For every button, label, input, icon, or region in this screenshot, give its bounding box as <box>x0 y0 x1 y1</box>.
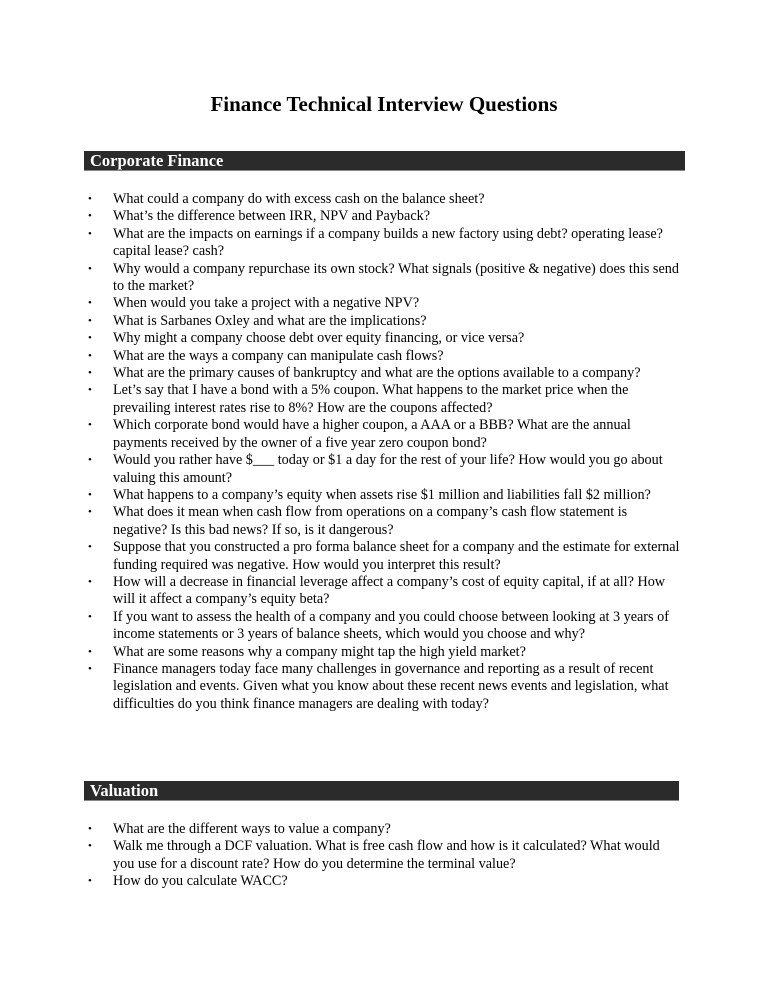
list-item <box>84 417 684 452</box>
list-item <box>84 365 684 382</box>
question-text: What are the primary causes of bankruptcy and what are the options available to a company? <box>113 365 641 382</box>
bullet-icon: • <box>88 645 92 658</box>
bullet-icon: • <box>88 454 92 467</box>
list-item <box>84 504 684 539</box>
bullet-icon: • <box>88 610 92 623</box>
list-item <box>84 261 684 296</box>
question-text: Which corporate bond would have a higher coupon, a AAA or a BBB? What are the annual payments received by the owner of a five year zero coupon bond? <box>113 417 631 451</box>
question-text: What are some reasons why a company might tap the high yield market? <box>113 643 526 660</box>
list-item <box>84 226 684 261</box>
list-item <box>84 348 684 365</box>
question-text: How do you calculate WACC? <box>113 873 288 890</box>
question-text: What’s the difference between IRR, NPV and Payback? <box>113 208 431 225</box>
question-text: What is Sarbanes Oxley and what are the implications? <box>113 312 427 329</box>
bullet-icon: • <box>88 297 92 310</box>
question-text: Would you rather have $___ today or $1 a day for the rest of your life? How would you go about valuing this amount? <box>113 452 663 486</box>
bullet-icon: • <box>88 314 92 327</box>
question-text: Walk me through a DCF valuation. What is free cash flow and how is it calculated? What would you use for a discount rate? How do you determine the terminal value? <box>113 838 660 872</box>
question-text: Let’s say that I have a bond with a 5% coupon. What happens to the market price when the prevailing interest rates rise to 8%? How are the coupons affected? <box>113 382 629 416</box>
section-heading-valuation: Valuation <box>84 781 679 801</box>
list-item <box>84 295 684 312</box>
bullet-icon: • <box>88 227 92 240</box>
list-item <box>84 661 684 713</box>
question-text: Why would a company repurchase its own stock? What signals (positive & negative) does this send to the market? <box>113 260 679 295</box>
bullet-icon: • <box>88 488 92 501</box>
bullet-icon: • <box>88 541 92 554</box>
list-item <box>84 487 684 504</box>
bullet-icon: • <box>88 506 92 519</box>
list-item <box>84 539 684 574</box>
question-text: What are the impacts on earnings if a company builds a new factory using debt? operating lease? capital lease? cash? <box>113 225 663 260</box>
list-item <box>84 821 684 838</box>
bullet-icon: • <box>88 575 92 588</box>
bullet-icon: • <box>88 840 92 853</box>
page-title: Finance Technical Interview Questions <box>210 92 558 116</box>
bullet-icon: • <box>88 332 92 345</box>
question-text: What are the ways a company can manipulate cash flows? <box>113 347 444 364</box>
question-list-corporate-finance <box>84 191 684 713</box>
list-item <box>84 574 684 609</box>
section-heading-corporate-finance: Corporate Finance <box>84 151 685 171</box>
question-text: Why might a company choose debt over equity financing, or vice versa? <box>113 330 525 347</box>
list-item <box>84 382 684 417</box>
bullet-icon: • <box>88 662 92 675</box>
question-list-valuation <box>84 821 684 891</box>
question-text: What does it mean when cash flow from operations on a company’s cash flow statement is negative? Is this bad news? If so, is it dangerous? <box>113 504 628 538</box>
list-item <box>84 873 684 890</box>
bullet-icon: • <box>88 367 92 380</box>
list-item <box>84 452 684 487</box>
list-item <box>84 330 684 347</box>
question-text: When would you take a project with a negative NPV? <box>113 295 420 312</box>
question-text: What could a company do with excess cash on the balance sheet? <box>113 191 485 207</box>
list-item <box>84 838 684 873</box>
question-text: What are the different ways to value a company? <box>113 821 391 837</box>
question-text: If you want to assess the health of a company and you could choose between looking at 3 years of income statements or 3 years of balance sheets, which would you choose and why? <box>113 608 669 643</box>
bullet-icon: • <box>88 875 92 888</box>
question-text: Finance managers today face many challenges in governance and reporting as a result of recent legislation and events. Given what you know about these recent news events and legislation, what difficulties do you think finance managers are dealing with today? <box>113 660 669 712</box>
bullet-icon: • <box>88 210 92 223</box>
list-item <box>84 609 684 644</box>
question-text: What happens to a company’s equity when assets rise $1 million and liabilities fall $2 million? <box>113 486 651 503</box>
bullet-icon: • <box>88 823 92 835</box>
bullet-icon: • <box>88 193 92 205</box>
list-item <box>84 644 684 661</box>
question-text: How will a decrease in financial leverage affect a company’s cost of equity capital, if at all? How will it affect a company’s equity beta? <box>113 573 666 608</box>
question-text: Suppose that you constructed a pro forma balance sheet for a company and the estimate for external funding required was negative. How would you interpret this result? <box>113 539 680 573</box>
bullet-icon: • <box>88 349 92 362</box>
list-item <box>84 191 684 208</box>
bullet-icon: • <box>88 262 92 275</box>
list-item <box>84 313 684 330</box>
bullet-icon: • <box>88 384 92 397</box>
list-item <box>84 208 684 225</box>
bullet-icon: • <box>88 419 92 432</box>
